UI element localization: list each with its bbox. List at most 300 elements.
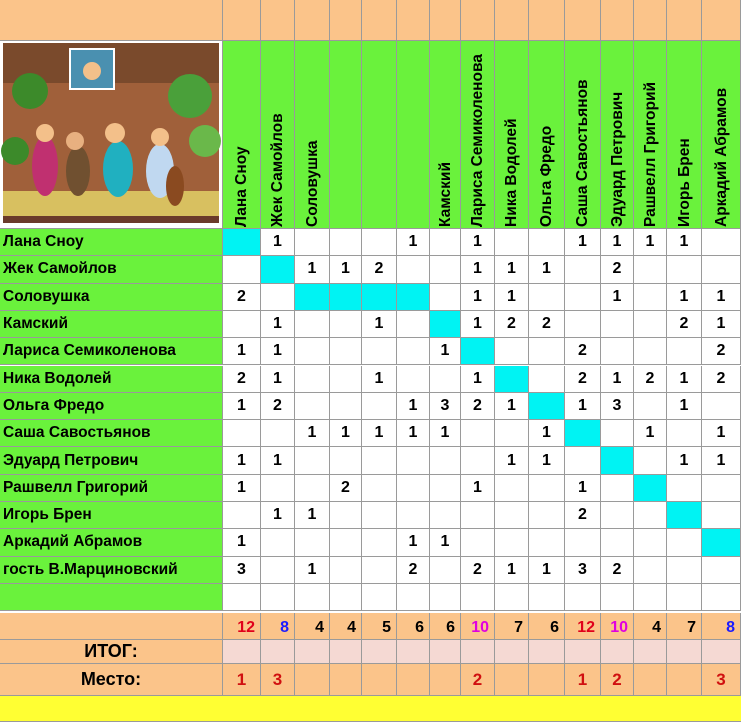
totals-spacer bbox=[495, 640, 529, 664]
score-cell: 1 bbox=[295, 557, 330, 584]
score-cell: 1 bbox=[397, 420, 430, 447]
place-value bbox=[397, 664, 430, 696]
score-cell bbox=[667, 529, 702, 556]
score-cell bbox=[330, 366, 362, 393]
score-cell: 2 bbox=[601, 256, 634, 283]
score-cell bbox=[362, 502, 397, 529]
score-cell: 1 bbox=[495, 447, 529, 474]
score-cell bbox=[702, 584, 741, 611]
score-cell: 1 bbox=[565, 229, 601, 256]
row-name: Лана Сноу bbox=[0, 229, 223, 256]
score-cell: 1 bbox=[667, 366, 702, 393]
score-cell bbox=[601, 420, 634, 447]
score-cell bbox=[362, 229, 397, 256]
score-cell bbox=[362, 338, 397, 365]
score-cell bbox=[529, 475, 565, 502]
score-cell: 1 bbox=[461, 229, 495, 256]
score-cell bbox=[295, 447, 330, 474]
total-value: 4 bbox=[330, 613, 362, 640]
place-value: 3 bbox=[702, 664, 741, 696]
diagonal-cell bbox=[601, 447, 634, 474]
score-cell bbox=[601, 475, 634, 502]
score-cell: 2 bbox=[223, 366, 261, 393]
row-name: Ольга Фредо bbox=[0, 393, 223, 420]
total-value: 5 bbox=[362, 613, 397, 640]
score-cell bbox=[702, 557, 741, 584]
score-cell: 2 bbox=[261, 393, 295, 420]
column-number bbox=[529, 0, 565, 41]
score-cell: 2 bbox=[330, 475, 362, 502]
column-name-label: Лариса Семиколенова bbox=[469, 54, 486, 227]
column-number bbox=[601, 0, 634, 41]
column-name-label: Эдуард Петрович bbox=[609, 91, 626, 227]
score-cell: 1 bbox=[461, 256, 495, 283]
totals-label: ИТОГ: bbox=[0, 640, 223, 664]
score-cell bbox=[495, 475, 529, 502]
score-cell bbox=[295, 366, 330, 393]
row-name: Рашвелл Григорий bbox=[0, 475, 223, 502]
score-cell: 1 bbox=[565, 475, 601, 502]
row-name: Камский bbox=[0, 311, 223, 338]
score-cell: 1 bbox=[495, 256, 529, 283]
column-name bbox=[330, 41, 362, 229]
score-cell: 2 bbox=[565, 502, 601, 529]
totals-spacer bbox=[529, 640, 565, 664]
total-value: 7 bbox=[667, 613, 702, 640]
column-number bbox=[667, 0, 702, 41]
column-number bbox=[702, 0, 741, 41]
score-cell bbox=[565, 256, 601, 283]
score-cell bbox=[495, 229, 529, 256]
column-name bbox=[362, 41, 397, 229]
score-cell bbox=[295, 584, 330, 611]
score-cell: 1 bbox=[529, 447, 565, 474]
score-cell: 1 bbox=[529, 256, 565, 283]
column-name bbox=[295, 41, 330, 229]
score-cell bbox=[362, 475, 397, 502]
score-cell bbox=[529, 338, 565, 365]
score-cell: 2 bbox=[634, 366, 667, 393]
score-cell bbox=[430, 475, 461, 502]
score-cell bbox=[430, 502, 461, 529]
score-cell bbox=[223, 256, 261, 283]
score-cell: 2 bbox=[601, 557, 634, 584]
score-cell bbox=[667, 557, 702, 584]
column-name bbox=[397, 41, 430, 229]
row-name: Саша Савостьянов bbox=[0, 420, 223, 447]
place-value bbox=[667, 664, 702, 696]
score-cell bbox=[295, 338, 330, 365]
score-cell: 1 bbox=[461, 284, 495, 311]
score-cell: 1 bbox=[601, 366, 634, 393]
place-value bbox=[330, 664, 362, 696]
column-number bbox=[223, 0, 261, 41]
column-name-label: Жек Самойлов bbox=[269, 113, 286, 227]
score-cell bbox=[330, 311, 362, 338]
place-label: Место: bbox=[0, 664, 223, 696]
column-name-label: Соловушка bbox=[304, 140, 321, 227]
totals-spacer bbox=[223, 640, 261, 664]
score-cell: 1 bbox=[601, 284, 634, 311]
score-cell bbox=[601, 584, 634, 611]
score-cell bbox=[362, 393, 397, 420]
score-cell bbox=[461, 529, 495, 556]
place-value bbox=[362, 664, 397, 696]
totals-spacer bbox=[601, 640, 634, 664]
score-cell: 2 bbox=[702, 366, 741, 393]
score-cell bbox=[397, 584, 430, 611]
totals-spacer bbox=[362, 640, 397, 664]
diagonal-cell bbox=[397, 284, 430, 311]
score-cell bbox=[397, 366, 430, 393]
score-cell bbox=[667, 338, 702, 365]
score-cell bbox=[223, 502, 261, 529]
score-cell bbox=[461, 502, 495, 529]
place-value: 2 bbox=[601, 664, 634, 696]
score-cell: 1 bbox=[667, 229, 702, 256]
score-cell bbox=[330, 557, 362, 584]
column-number bbox=[634, 0, 667, 41]
musicians-painting-icon bbox=[0, 41, 222, 229]
score-cell bbox=[397, 311, 430, 338]
column-name-label: Аркадий Абрамов bbox=[713, 87, 730, 227]
diagonal-cell bbox=[461, 338, 495, 365]
totals-spacer bbox=[397, 640, 430, 664]
score-cell: 2 bbox=[397, 557, 430, 584]
score-cell bbox=[667, 256, 702, 283]
row-name: Лариса Семиколенова bbox=[0, 338, 223, 365]
score-cell bbox=[430, 229, 461, 256]
score-cell: 2 bbox=[223, 284, 261, 311]
score-cell bbox=[702, 229, 741, 256]
total-value: 12 bbox=[565, 613, 601, 640]
row-name: Аркадий Абрамов bbox=[0, 529, 223, 556]
score-cell bbox=[397, 502, 430, 529]
score-cell bbox=[362, 447, 397, 474]
row-name: Ника Водолей bbox=[0, 366, 223, 393]
total-value: 10 bbox=[601, 613, 634, 640]
score-cell: 3 bbox=[601, 393, 634, 420]
total-value: 4 bbox=[634, 613, 667, 640]
score-cell: 3 bbox=[565, 557, 601, 584]
score-cell: 1 bbox=[261, 447, 295, 474]
place-value bbox=[430, 664, 461, 696]
total-value: 6 bbox=[430, 613, 461, 640]
score-cell bbox=[529, 284, 565, 311]
score-cell: 1 bbox=[495, 393, 529, 420]
score-cell: 2 bbox=[702, 338, 741, 365]
score-cell bbox=[529, 366, 565, 393]
column-number bbox=[461, 0, 495, 41]
diagonal-cell bbox=[430, 311, 461, 338]
score-cell bbox=[601, 529, 634, 556]
score-cell bbox=[634, 447, 667, 474]
column-name-label: Камский bbox=[437, 162, 454, 227]
score-cell bbox=[430, 366, 461, 393]
score-cell: 1 bbox=[223, 447, 261, 474]
column-name-label: Саша Савостьянов bbox=[574, 79, 591, 227]
column-name bbox=[461, 41, 495, 229]
score-cell: 1 bbox=[667, 393, 702, 420]
score-cell: 1 bbox=[529, 420, 565, 447]
column-name-label: Игорь Брен bbox=[676, 138, 693, 227]
score-cell: 1 bbox=[261, 229, 295, 256]
score-cell: 1 bbox=[529, 557, 565, 584]
score-cell bbox=[702, 502, 741, 529]
column-number bbox=[565, 0, 601, 41]
score-cell bbox=[495, 584, 529, 611]
score-cell: 2 bbox=[362, 256, 397, 283]
column-name bbox=[565, 41, 601, 229]
score-cell bbox=[634, 311, 667, 338]
column-number bbox=[295, 0, 330, 41]
diagonal-cell bbox=[223, 229, 261, 256]
score-cell bbox=[261, 557, 295, 584]
column-name-label: Ника Водолей bbox=[503, 118, 520, 227]
column-name-label: Ольга Фредо bbox=[538, 125, 555, 227]
score-cell bbox=[461, 447, 495, 474]
place-value bbox=[495, 664, 529, 696]
score-cell bbox=[529, 502, 565, 529]
totals-spacer bbox=[702, 640, 741, 664]
diagonal-cell bbox=[529, 393, 565, 420]
score-cell bbox=[601, 502, 634, 529]
diagonal-cell bbox=[495, 366, 529, 393]
score-cell: 1 bbox=[461, 475, 495, 502]
row-name: гость В.Марциновский bbox=[0, 557, 223, 584]
score-cell: 1 bbox=[261, 338, 295, 365]
score-cell bbox=[362, 557, 397, 584]
column-number bbox=[330, 0, 362, 41]
score-cell bbox=[430, 284, 461, 311]
score-cell: 1 bbox=[330, 420, 362, 447]
score-cell: 1 bbox=[430, 529, 461, 556]
score-cell bbox=[634, 584, 667, 611]
score-cell: 3 bbox=[430, 393, 461, 420]
score-cell bbox=[667, 584, 702, 611]
score-cell: 1 bbox=[430, 420, 461, 447]
totals-spacer bbox=[634, 640, 667, 664]
score-cell bbox=[634, 393, 667, 420]
score-cell bbox=[565, 529, 601, 556]
score-cell bbox=[634, 284, 667, 311]
score-cell bbox=[430, 447, 461, 474]
score-cell bbox=[330, 529, 362, 556]
score-cell bbox=[397, 475, 430, 502]
score-cell: 1 bbox=[362, 366, 397, 393]
score-cell: 1 bbox=[330, 256, 362, 283]
place-value: 1 bbox=[223, 664, 261, 696]
score-cell bbox=[261, 475, 295, 502]
score-cell bbox=[261, 420, 295, 447]
totals-spacer bbox=[461, 640, 495, 664]
diagonal-cell bbox=[362, 284, 397, 311]
score-cell bbox=[261, 584, 295, 611]
column-name bbox=[634, 41, 667, 229]
score-cell bbox=[330, 393, 362, 420]
column-name bbox=[529, 41, 565, 229]
place-value: 3 bbox=[261, 664, 295, 696]
diagonal-cell bbox=[330, 284, 362, 311]
column-name bbox=[223, 41, 261, 229]
score-cell: 2 bbox=[565, 366, 601, 393]
score-cell: 1 bbox=[362, 420, 397, 447]
row-name: Жек Самойлов bbox=[0, 256, 223, 283]
totals-spacer bbox=[565, 640, 601, 664]
score-cell: 1 bbox=[295, 502, 330, 529]
score-cell: 1 bbox=[223, 475, 261, 502]
score-cell: 1 bbox=[397, 529, 430, 556]
score-cell bbox=[362, 584, 397, 611]
row-name: Игорь Брен bbox=[0, 502, 223, 529]
place-value: 1 bbox=[565, 664, 601, 696]
score-cell bbox=[223, 420, 261, 447]
totals-spacer bbox=[261, 640, 295, 664]
score-cell: 1 bbox=[495, 557, 529, 584]
score-cell bbox=[261, 529, 295, 556]
column-name bbox=[430, 41, 461, 229]
score-cell: 3 bbox=[223, 557, 261, 584]
bottom-strip bbox=[0, 696, 741, 722]
score-cell bbox=[223, 584, 261, 611]
column-name bbox=[601, 41, 634, 229]
score-cell bbox=[397, 447, 430, 474]
score-cell bbox=[223, 311, 261, 338]
score-cell bbox=[634, 338, 667, 365]
column-name bbox=[667, 41, 702, 229]
column-number bbox=[430, 0, 461, 41]
column-number bbox=[261, 0, 295, 41]
score-cell: 2 bbox=[495, 311, 529, 338]
score-cell bbox=[565, 284, 601, 311]
header-picture-cell bbox=[0, 41, 223, 229]
score-cell: 1 bbox=[295, 420, 330, 447]
total-value: 7 bbox=[495, 613, 529, 640]
score-cell bbox=[430, 584, 461, 611]
column-number bbox=[362, 0, 397, 41]
totals-spacer bbox=[667, 640, 702, 664]
total-value: 6 bbox=[397, 613, 430, 640]
score-cell: 1 bbox=[295, 256, 330, 283]
totals-spacer bbox=[330, 640, 362, 664]
score-cell: 1 bbox=[397, 393, 430, 420]
score-cell bbox=[702, 256, 741, 283]
score-cell: 1 bbox=[634, 420, 667, 447]
score-cell bbox=[397, 256, 430, 283]
score-cell bbox=[295, 393, 330, 420]
score-cell: 1 bbox=[601, 229, 634, 256]
score-cell: 1 bbox=[667, 284, 702, 311]
row-name: Эдуард Петрович bbox=[0, 447, 223, 474]
score-cell bbox=[495, 420, 529, 447]
score-cell bbox=[529, 529, 565, 556]
column-name-label: Лана Сноу bbox=[233, 146, 250, 227]
diagonal-cell bbox=[295, 284, 330, 311]
score-cell bbox=[529, 584, 565, 611]
score-cell: 2 bbox=[461, 393, 495, 420]
score-cell: 1 bbox=[495, 284, 529, 311]
score-cell: 1 bbox=[261, 502, 295, 529]
score-cell: 1 bbox=[702, 420, 741, 447]
diagonal-cell bbox=[634, 475, 667, 502]
score-cell bbox=[565, 311, 601, 338]
score-cell: 1 bbox=[461, 366, 495, 393]
score-cell bbox=[430, 557, 461, 584]
total-value: 4 bbox=[295, 613, 330, 640]
score-cell: 1 bbox=[397, 229, 430, 256]
place-value: 2 bbox=[461, 664, 495, 696]
score-cell bbox=[601, 311, 634, 338]
score-cell bbox=[702, 475, 741, 502]
score-cell: 1 bbox=[362, 311, 397, 338]
column-name-label: Рашвелл Григорий bbox=[642, 81, 659, 227]
score-cell bbox=[529, 229, 565, 256]
score-cell: 1 bbox=[565, 393, 601, 420]
score-cell bbox=[667, 475, 702, 502]
score-cell bbox=[495, 502, 529, 529]
diagonal-cell bbox=[565, 420, 601, 447]
score-cell bbox=[667, 420, 702, 447]
score-cell bbox=[565, 447, 601, 474]
place-value bbox=[634, 664, 667, 696]
total-value: 6 bbox=[529, 613, 565, 640]
score-cell bbox=[362, 529, 397, 556]
score-cell bbox=[330, 229, 362, 256]
score-cell: 1 bbox=[261, 366, 295, 393]
corner-cell bbox=[0, 0, 223, 41]
score-cell: 2 bbox=[461, 557, 495, 584]
score-cell bbox=[295, 311, 330, 338]
score-cell: 1 bbox=[461, 311, 495, 338]
score-cell bbox=[295, 475, 330, 502]
score-cell bbox=[397, 338, 430, 365]
score-cell bbox=[565, 584, 601, 611]
score-cell: 1 bbox=[261, 311, 295, 338]
score-cell bbox=[295, 529, 330, 556]
totals-spacer bbox=[430, 640, 461, 664]
score-cell bbox=[634, 557, 667, 584]
score-cell bbox=[495, 529, 529, 556]
score-cell: 1 bbox=[634, 229, 667, 256]
totals-band bbox=[0, 613, 223, 640]
score-cell: 1 bbox=[702, 311, 741, 338]
score-cell bbox=[295, 229, 330, 256]
score-cell: 1 bbox=[702, 284, 741, 311]
score-cell: 2 bbox=[667, 311, 702, 338]
score-cell bbox=[702, 393, 741, 420]
score-cell bbox=[330, 447, 362, 474]
column-name bbox=[495, 41, 529, 229]
total-value: 12 bbox=[223, 613, 261, 640]
total-value: 10 bbox=[461, 613, 495, 640]
score-cell bbox=[461, 584, 495, 611]
score-cell: 2 bbox=[529, 311, 565, 338]
score-cell bbox=[634, 529, 667, 556]
column-name bbox=[261, 41, 295, 229]
place-value bbox=[295, 664, 330, 696]
score-cell bbox=[601, 338, 634, 365]
score-cell: 1 bbox=[223, 529, 261, 556]
score-cell bbox=[461, 420, 495, 447]
score-cell bbox=[634, 256, 667, 283]
score-cell bbox=[330, 338, 362, 365]
place-value bbox=[529, 664, 565, 696]
score-cell bbox=[330, 584, 362, 611]
column-number bbox=[495, 0, 529, 41]
score-cell: 1 bbox=[223, 393, 261, 420]
score-cell bbox=[261, 284, 295, 311]
column-name bbox=[702, 41, 741, 229]
